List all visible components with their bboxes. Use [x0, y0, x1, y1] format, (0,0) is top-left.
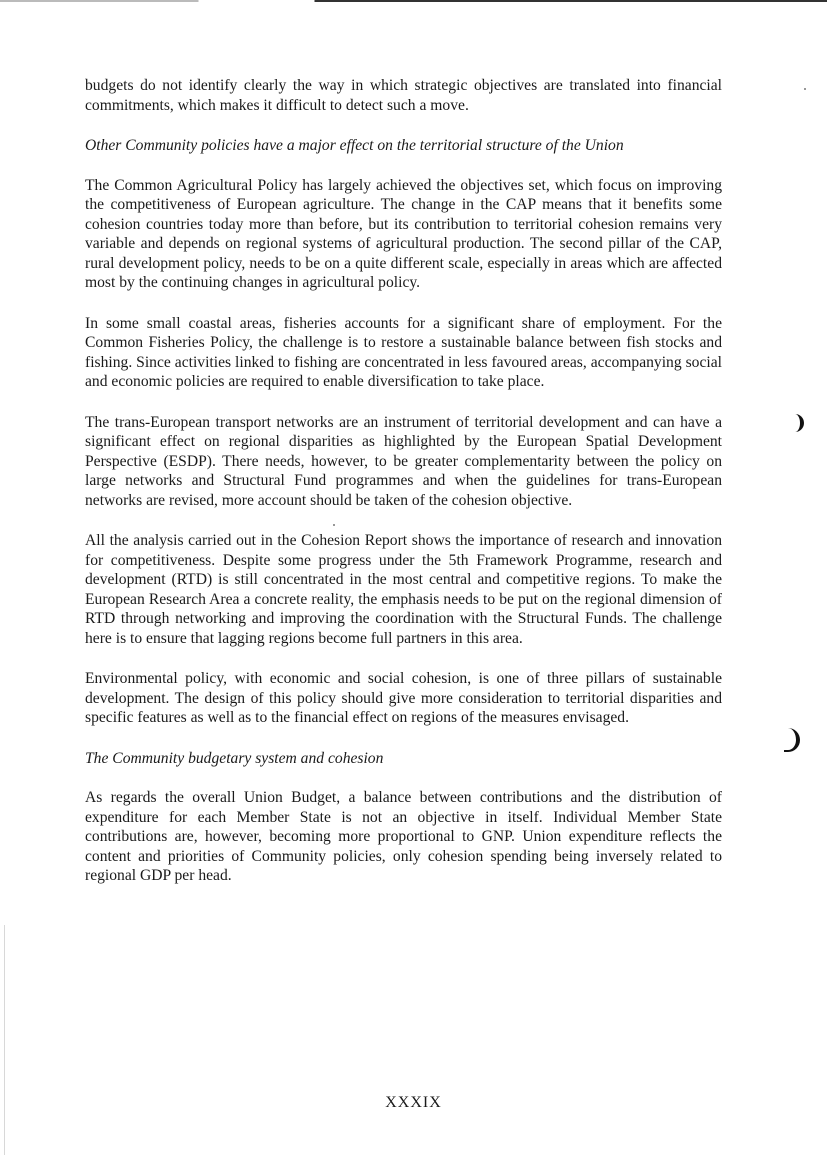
paragraph-transport-networks: The trans-European transport networks are an instrument of territorial development and can have a significant effect on regional disparities as highlighted by the European Spatial Development Perspective (ESDP). There needs, however, to be greater complementarity between the policy on large networks and Structural Fund programmes and when the guidelines for trans-European networks are revised, more account should be taken of the cohesion objective.	[85, 413, 722, 509]
binder-hole-mark	[784, 728, 800, 752]
scan-speck	[333, 524, 335, 526]
paragraph-fisheries: In some small coastal areas, fisheries accounts for a significant share of employment. For the Common Fisheries Policy, the challenge is to restore a sustainable balance between fish stocks and fishing. Since activities linked to fishing are concentrated in less favoured areas, accompanying social and economic policies are required to enable diversification to take place.	[85, 314, 722, 390]
paragraph-union-budget: As regards the overall Union Budget, a balance between contributions and the distribution of expenditure for each Member State is not an objective in itself. Individual Member State contributions are, however, becoming more proportional to GNP. Union expenditure reflects the content and priorities of Community policies, only cohesion spending being inversely related to regional GDP per head.	[85, 789, 722, 884]
scan-speck	[804, 88, 806, 90]
paragraph-research: All the analysis carried out in the Cohesion Report shows the importance of research and innovation for competitiveness. Despite some progress under the 5th Framework Programme, research and development (RTD) is still concentrated in the most central and competitive regions. To make the European Research Area a concrete reality, the emphasis needs to be put on the regional dimension of RTD through networking and improving the coordination with the Structural Funds. The challenge here is to ensure that lagging regions become full partners in this area.	[85, 532, 722, 647]
paragraph-cap: The Common Agricultural Policy has largely achieved the objectives set, which focus on improving the competitiveness of European agriculture. The change in the CAP means that it benefits some cohesion countries today more than before, but its contribution to territorial cohesion remains very variable and depends on regional systems of agricultural production. The second pillar of the CAP, rural development policy, needs to be on a quite different scale, especially in areas which are affected most by the continuing changes in agricultural policy.	[85, 176, 722, 291]
section-heading-community-policies: Other Community policies have a major effect on the territorial structure of the Union	[85, 137, 624, 154]
section-heading-budgetary-system: The Community budgetary system and cohesion	[85, 749, 384, 767]
document-body	[85, 76, 722, 907]
scan-left-edge	[4, 925, 5, 1155]
paragraph-budgets: budgets do not identify clearly the way in which strategic objectives are translated into financial commitments, which makes it difficult to detect such a move.	[85, 77, 722, 114]
scan-top-edge	[0, 0, 827, 2]
binder-hole-mark	[788, 414, 804, 432]
page-number: XXXIX	[385, 1094, 442, 1111]
paragraph-environment: Environmental policy, with economic and social cohesion, is one of three pillars of sustainable development. The design of this policy should give more consideration to territorial disparities and specific features as well as to the financial effect on regions of the measures envisaged.	[85, 670, 722, 726]
